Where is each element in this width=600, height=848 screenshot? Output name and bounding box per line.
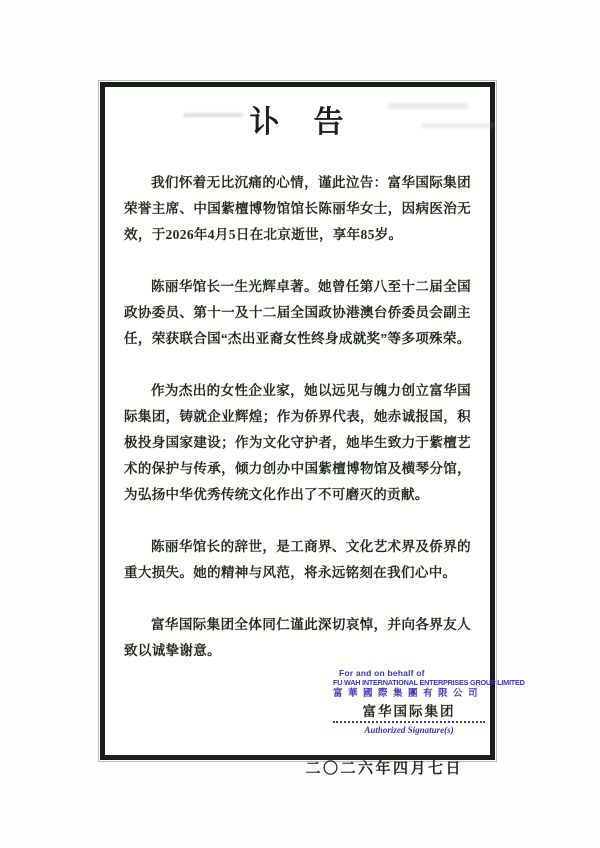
notice-content	[105, 87, 525, 778]
stamp-company-english: FU WAH INTERNATIONAL ENTERPRISES GROUP LIMITED	[333, 678, 525, 687]
notice-paragraph-announcement: 我们怀着无比沉痛的心情，谨此泣告：富华国际集团荣誉主席、中国紫檀博物馆馆长陈丽华女士，因病医治无效，于2026年4月5日在北京逝世，享年85岁。	[124, 175, 471, 242]
signature-block	[333, 668, 525, 736]
notice-paragraph-achievements: 陈丽华馆长一生光辉卓著。她曾任第八至十二届全国政协委员、第十一及十二届全国政协港澳台侨委员会副主任，荣获联合国“杰出亚裔女性终身成就奖”等多项殊荣。	[124, 279, 471, 346]
notice-border-frame	[100, 82, 525, 777]
signature-dotted-line	[333, 721, 485, 723]
company-name: 富华国际集团	[362, 704, 456, 719]
notice-title: 讣 告	[249, 106, 346, 139]
notice-paragraph-condolence: 富华国际集团全体同仁谨此深切哀悼，并向各界友人致以诚挚谢意。	[124, 617, 471, 658]
notice-date: 二〇二六年四月七日	[305, 761, 463, 777]
stamp-company-chinese: 富華國際集團有限公司	[333, 688, 484, 699]
company-stamp	[333, 668, 525, 700]
notice-paragraph-loss: 陈丽华馆长的辞世，是工商界、文化艺术界及侨界的重大损失。她的精神与风范，将永远铭刻在我们心中。	[124, 539, 471, 580]
notice-paragraph-legacy: 作为杰出的女性企业家，她以远见与魄力创立富华国际集团，铸就企业辉煌；作为侨界代表，她赤诚报国，积极投身国家建设；作为文化守护者，她毕生致力于紫檀艺术的保护与传承，倾力创办中国紫檀博物馆及横琴分馆，为弘扬中华优秀传统文化作出了不可磨灭的贡献。	[124, 383, 471, 502]
stamp-behalf-line: For and on behalf of	[339, 668, 425, 678]
authorized-signature-label: Authorized Signature(s)	[364, 725, 454, 735]
